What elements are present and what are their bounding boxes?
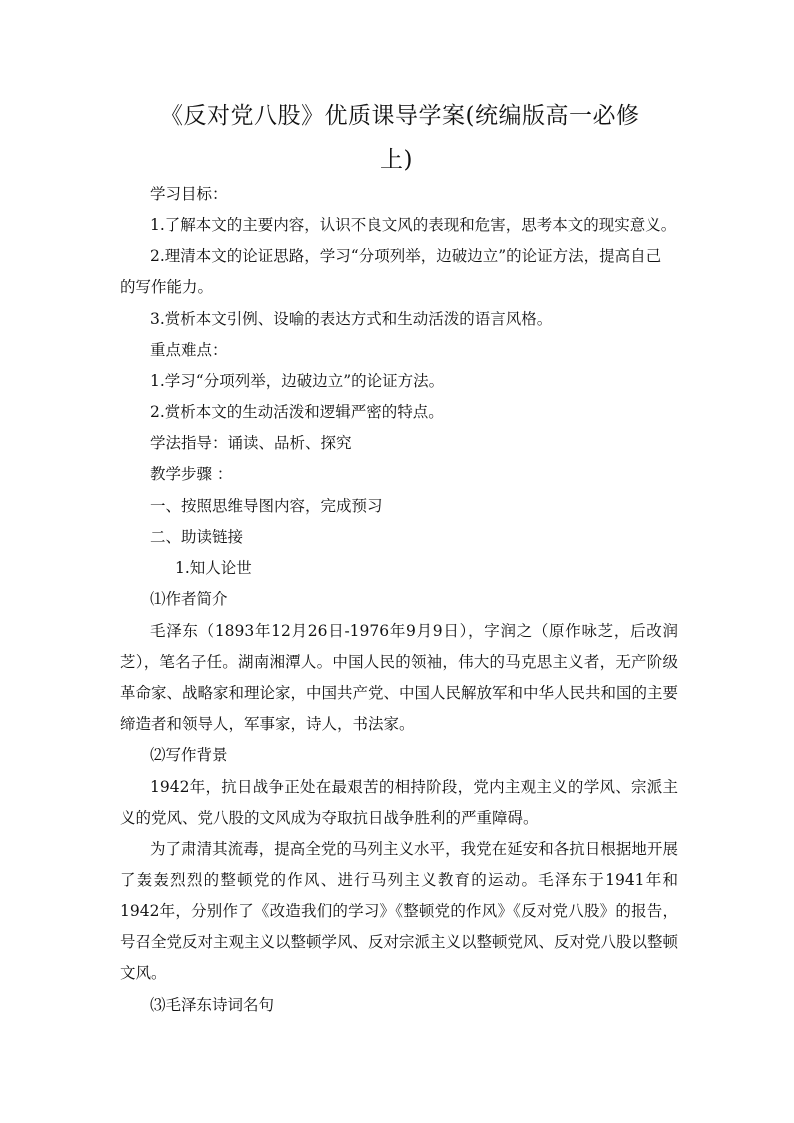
author-intro-heading: ⑴作者简介 [150, 590, 228, 608]
writing-background-paragraph-2: 为了肃清其流毒，提高全党的马列主义水平，我党在延安和各抗日根据地开展了轰轰烈烈的整顿党的作风、进行马列主义教育的运动。毛泽东于1941年和1942年，分别作了《改造我们的学习》《整顿党的作风》《反对党八股》的报告，号召全党反对主观主义以整顿学风、反对宗派主义以整顿党风、反对党八股以整顿文风。 [120, 840, 679, 982]
writing-background-heading: ⑵写作背景 [150, 746, 228, 764]
goal-item-2-line2: 的写作能力。 [120, 278, 214, 296]
study-method: 学法指导：诵读、品析、探究 [150, 434, 352, 452]
goal-item-3: 3.赏析本文引例、设喻的表达方式和生动活泼的语言风格。 [150, 310, 553, 328]
document-title-line2: 上) [380, 147, 413, 173]
step-2: 二、助读链接 [150, 528, 244, 546]
key-point-1: 1.学习“分项列举，边破边立”的论证方法。 [150, 372, 445, 390]
key-point-2: 2.赏析本文的生动活泼和逻辑严密的特点。 [150, 403, 444, 421]
teaching-steps-heading: 教学步骤 ： [150, 465, 233, 483]
poems-heading: ⑶毛泽东诗词名句 [150, 996, 275, 1014]
step-1: 一、按照思维导图内容，完成预习 [150, 497, 383, 515]
subsection-know-author: 1.知人论世 [175, 559, 252, 577]
goal-item-2-line1: 2.理清本文的论证思路，学习“分项列举，边破边立”的论证方法，提高自己 [150, 247, 662, 265]
goal-item-1: 1.了解本文的主要内容，认识不良文风的表现和危害，思考本文的现实意义。 [150, 216, 677, 234]
document-title-line1: 《反对党八股》优质课导学案(统编版高一必修 [160, 103, 640, 129]
writing-background-paragraph-1: 1942年，抗日战争正处在最艰苦的相持阶段，党内主观主义的学风、宗派主义的党风、党八股的文风成为夺取抗日战争胜利的严重障碍。 [120, 778, 678, 827]
goals-heading: 学习目标： [150, 185, 228, 203]
key-points-heading: 重点难点： [150, 341, 228, 359]
author-intro-paragraph: 毛泽东（1893年12月26日-1976年9月9日），字润之（原作咏芝，后改润芝），笔名子任。湖南湘潭人。中国人民的领袖，伟大的马克思主义者，无产阶级革命家、战略家和理论家，中国共产党、中国人民解放军和中华人民共和国的主要缔造者和领导人，军事家，诗人，书法家。 [120, 622, 679, 733]
